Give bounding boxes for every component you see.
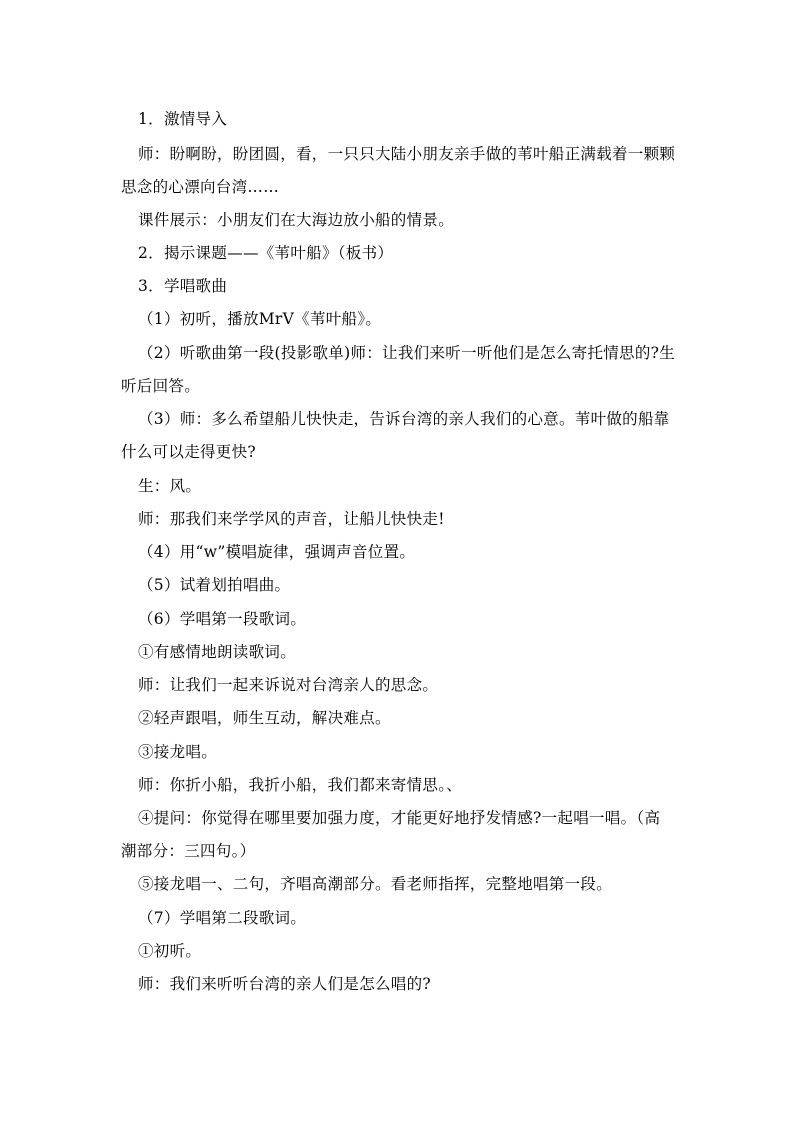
text-line: ①初听。 bbox=[138, 942, 202, 960]
text-line: 思念的心漂向台湾…… bbox=[121, 178, 280, 196]
text-line: （3）师：多么希望船儿快快走，告诉台湾的亲人我们的心意。苇叶做的船靠 bbox=[138, 410, 670, 428]
text-line: 生：风。 bbox=[138, 477, 202, 495]
text-line: 潮部分：三四句。） bbox=[121, 842, 256, 860]
text-line: （4）用“w”模唱旋律，强调声音位置。 bbox=[138, 543, 416, 561]
text-line: 1．激情导入 bbox=[138, 110, 228, 128]
text-line: 师：那我们来学学风的声音，让船儿快快走! bbox=[138, 510, 445, 528]
text-line: 课件展示：小朋友们在大海边放小船的情景。 bbox=[138, 211, 455, 229]
text-line: 师：你折小船，我折小船，我们都来寄情思。、 bbox=[138, 776, 463, 794]
text-line: ②轻声跟唱，师生互动，解决难点。 bbox=[138, 709, 391, 727]
text-line: （7）学唱第二段歌词。 bbox=[138, 909, 307, 927]
text-line: （2）听歌曲第一段(投影歌单)师：让我们来听一听他们是怎么寄托情思的?生 bbox=[138, 344, 676, 362]
text-line: 师：我们来听听台湾的亲人们是怎么唱的? bbox=[138, 975, 432, 993]
text-line: 3．学唱歌曲 bbox=[138, 277, 228, 295]
text-line: 师：盼啊盼，盼团圆，看，一只只大陆小朋友亲手做的苇叶船正满载着一颗颗 bbox=[138, 145, 676, 163]
text-line: 师：让我们一起来诉说对台湾亲人的思念。 bbox=[138, 676, 439, 694]
text-line: ⑤接龙唱一、二句，齐唱高潮部分。看老师指挥，完整地唱第一段。 bbox=[138, 875, 613, 893]
text-line: （5）试着划拍唱曲。 bbox=[138, 576, 291, 594]
text-line: （1）初听，播放MrV《苇叶船》。 bbox=[138, 310, 382, 328]
text-line: （6）学唱第一段歌词。 bbox=[138, 610, 307, 628]
text-line: ③接龙唱。 bbox=[138, 743, 218, 761]
text-line: ④提问：你觉得在哪里要加强力度，才能更好地抒发情感?一起唱一唱。（高 bbox=[138, 809, 661, 827]
text-line: ①有感情地朗读歌词。 bbox=[138, 643, 297, 661]
text-line: 什么可以走得更快? bbox=[121, 443, 257, 461]
text-line: 听后回答。 bbox=[121, 377, 201, 395]
text-line: 2．揭示课题——《苇叶船》（板书） bbox=[138, 244, 394, 262]
